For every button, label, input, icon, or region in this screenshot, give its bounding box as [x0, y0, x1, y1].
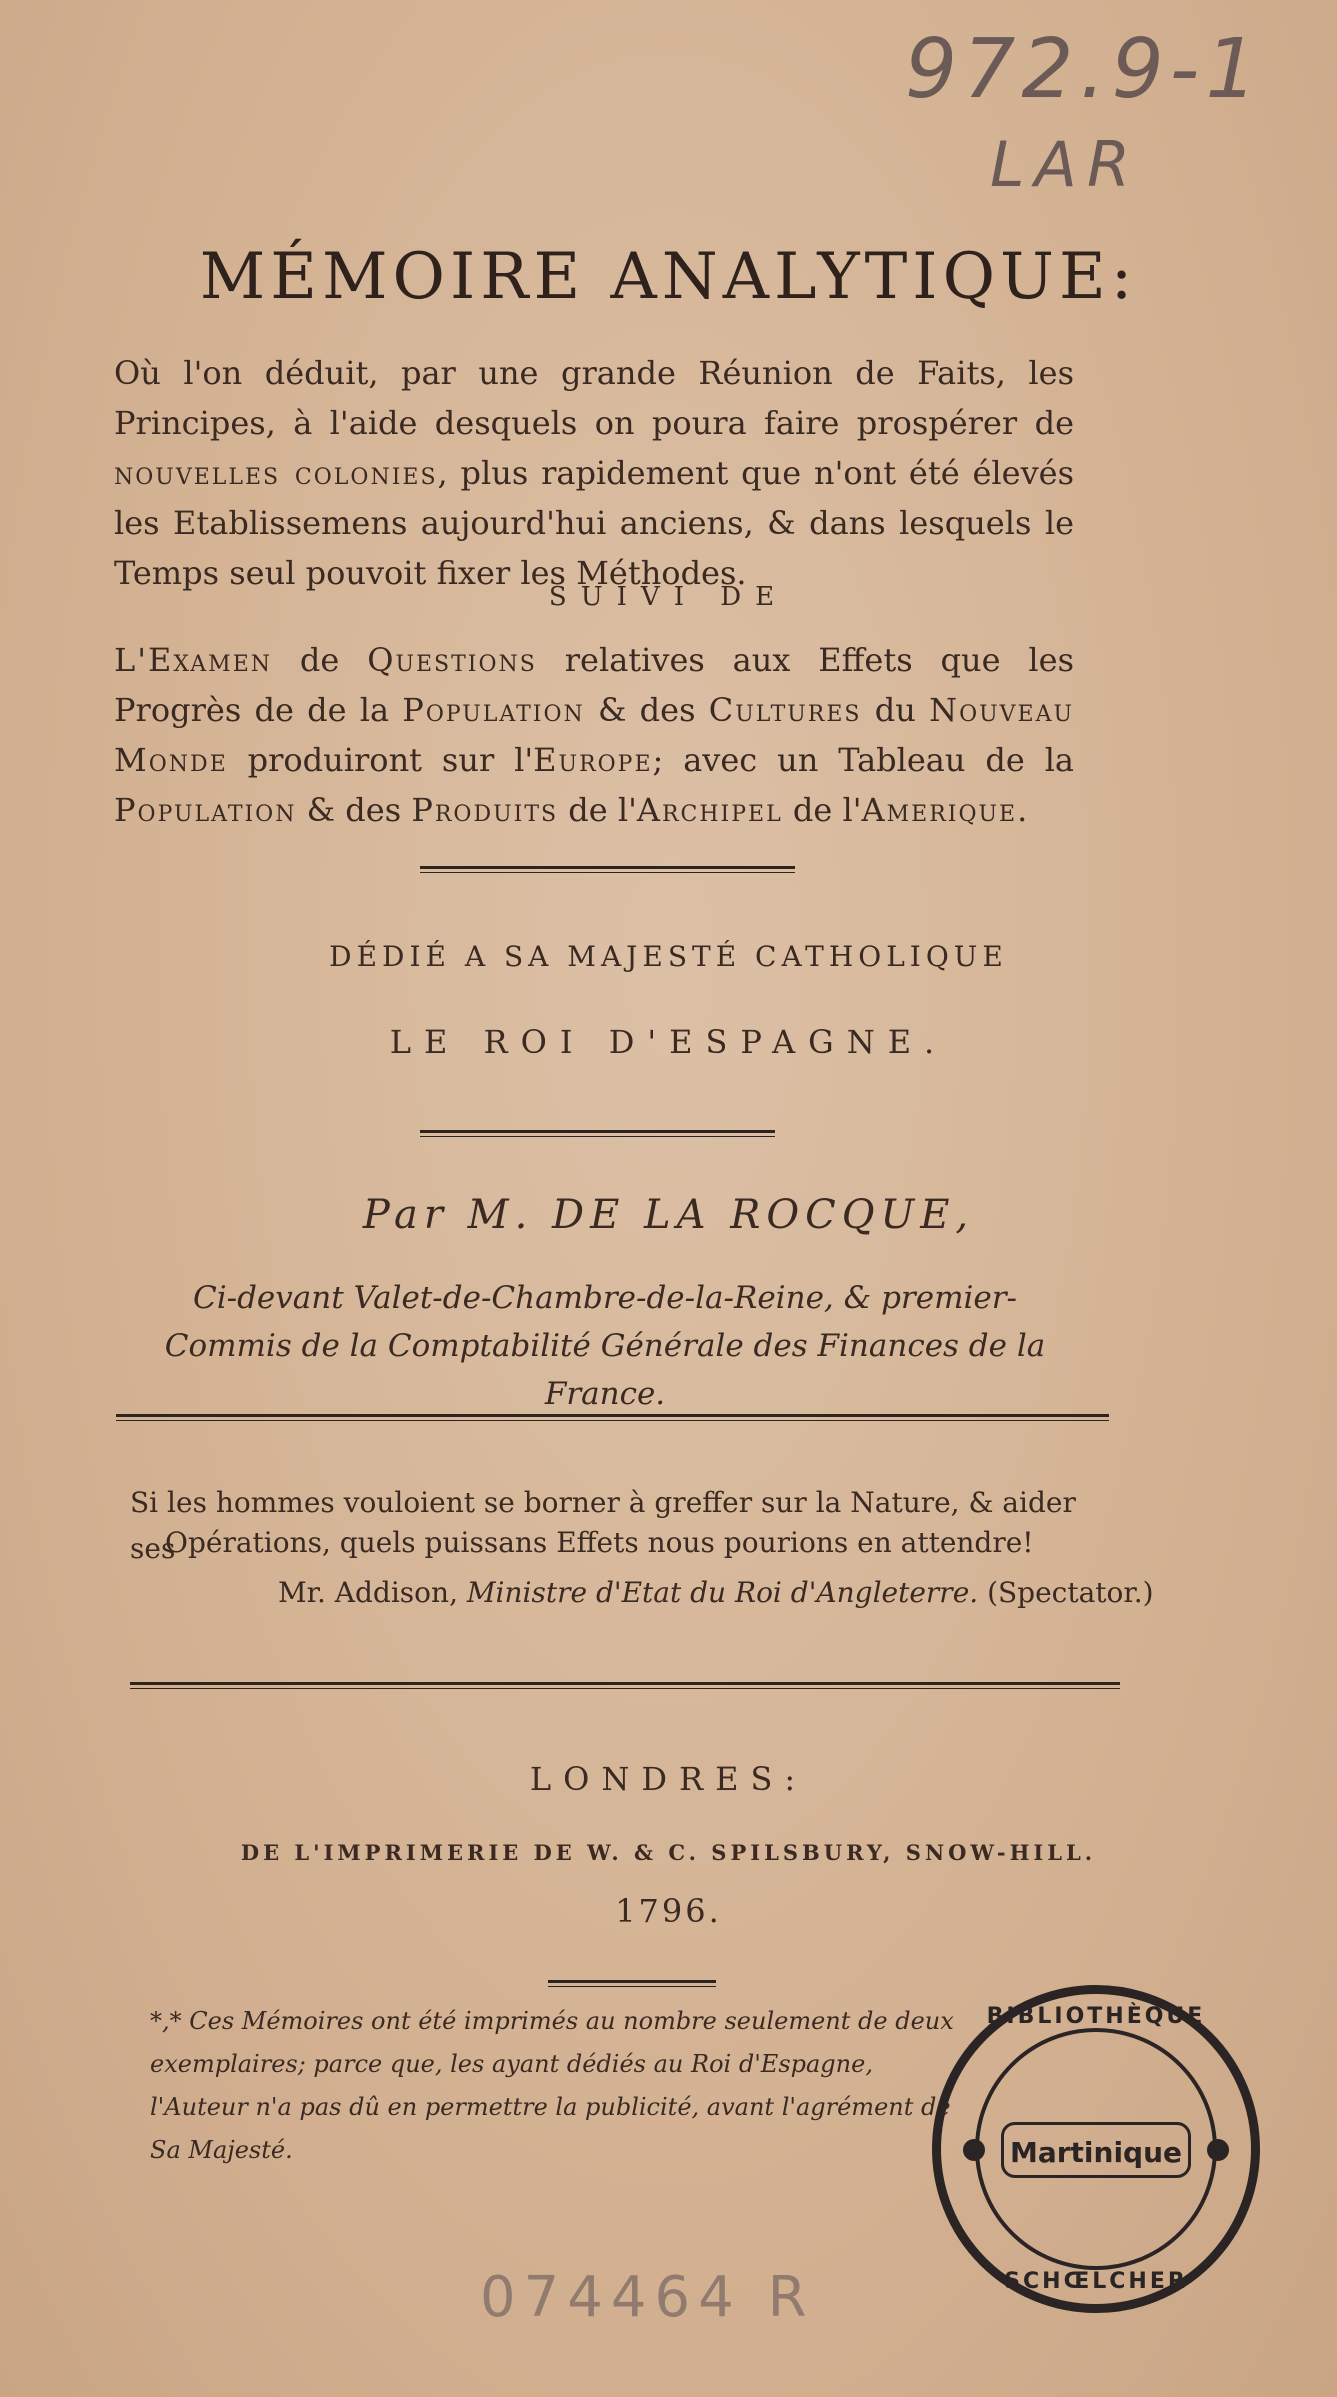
stamp-dot-left-icon — [963, 2139, 985, 2161]
epigraph-line-1: Si les hommes vouloient se borner à greffer sur la Nature, & aider ses — [130, 1486, 1076, 1565]
author-office: Ci-devant Valet-de-Chambre-de-la-Reine, & premier-Commis de la Comptabilité Générale des Finances de la France. — [164, 1280, 1046, 1412]
divider-rule-3 — [116, 1414, 1109, 1421]
handwritten-call-number: 972.9-1 — [905, 22, 1264, 117]
inventory-number: 074464 R — [480, 2265, 815, 2330]
stamp-bottom-text: SCHŒLCHER — [1004, 2269, 1188, 2294]
attribution-source: (Spectator.) — [978, 1576, 1154, 1609]
examen-s18: de l' — [782, 791, 862, 829]
epigraph-attribution — [278, 1576, 1154, 1609]
subtitle-text-a: Où l'on déduit, par une grande Réunion de Faits, les Principes, à l'aide desquels on poura faire prospérer de — [114, 354, 1074, 442]
handwritten-call-suffix: LAR — [990, 128, 1141, 201]
author-line: Par M. DE LA ROCQUE, — [362, 1192, 975, 1238]
suivi-de-heading: SUIVI DE — [548, 582, 789, 612]
examen-s17: Archipel — [636, 791, 783, 829]
examen-s7: Cultures — [708, 691, 862, 729]
stamp-dot-right-icon — [1207, 2139, 1229, 2161]
library-stamp — [932, 1985, 1260, 2313]
epigraph-line-2: Opérations, quels puissans Effets nous pourions en attendre! — [165, 1526, 1034, 1559]
examen-s8: du — [861, 691, 930, 729]
examen-s4: relatives aux Effets que les Progrès de de la — [114, 641, 1075, 729]
divider-rule-4 — [130, 1682, 1120, 1689]
stamp-center-text: Martinique — [1001, 2122, 1191, 2178]
examen-s20: . — [1017, 791, 1028, 829]
divider-rule-1 — [420, 866, 795, 873]
examen-s13: Population — [114, 791, 297, 829]
examen-s5: Population — [402, 691, 585, 729]
examen-s3: Questions — [367, 641, 537, 679]
examen-s19: Amerique — [861, 791, 1018, 829]
examen-s1: L'Examen — [114, 641, 273, 679]
footnote: *,* Ces Mémoires ont été imprimés au nombre seulement de deux exemplaires; parce que, les ayant dédiés au Roi d'Espagne, l'Auteur n'a pas dû en permettre la publicité, avant l'agrément de Sa Majesté. — [150, 2007, 954, 2164]
dedication-line-2: LE ROI D'ESPAGNE. — [389, 1023, 948, 1061]
subtitle-text-c: , plus rapidement que n'ont été élevés les Etablissemens aujourd'hui anciens, & dans lesquels le Temps seul pouvoit fixer les Méthodes. — [114, 454, 1075, 592]
subtitle-text-b: nouvelles colonies — [114, 454, 438, 492]
divider-rule-5 — [548, 1980, 716, 1987]
page-title: MÉMOIRE ANALYTIQUE: — [199, 240, 1138, 314]
examen-s16: de l' — [558, 791, 637, 829]
examen-s10: produiront sur l' — [227, 741, 534, 779]
divider-rule-2 — [420, 1130, 775, 1137]
attribution-name: Mr. Addison, — [278, 1576, 467, 1609]
examen-s9: Nouveau Monde — [114, 691, 1075, 779]
imprint-city: LONDRES: — [529, 1760, 808, 1798]
subtitle-paragraph — [114, 348, 1074, 598]
examen-s14: & des — [296, 791, 412, 829]
examen-s6: & des — [584, 691, 709, 729]
stamp-top-text: BIBLIOTHÈQUE — [986, 2004, 1206, 2029]
dedication-line-1: DÉDIÉ A SA MAJESTÉ CATHOLIQUE — [329, 940, 1008, 973]
imprint-printer: DE L'IMPRIMERIE DE W. & C. SPILSBURY, SNOW-HILL. — [240, 1840, 1097, 1865]
examen-s11: Europe — [533, 741, 653, 779]
examen-s2: de — [272, 641, 368, 679]
attribution-role: Ministre d'Etat du Roi d'Angleterre. — [466, 1576, 979, 1609]
examen-s15: Produits — [411, 791, 559, 829]
examen-s12: ; avec un Tableau de la — [652, 741, 1075, 779]
examen-paragraph — [114, 635, 1074, 835]
imprint-year: 1796. — [615, 1892, 722, 1930]
